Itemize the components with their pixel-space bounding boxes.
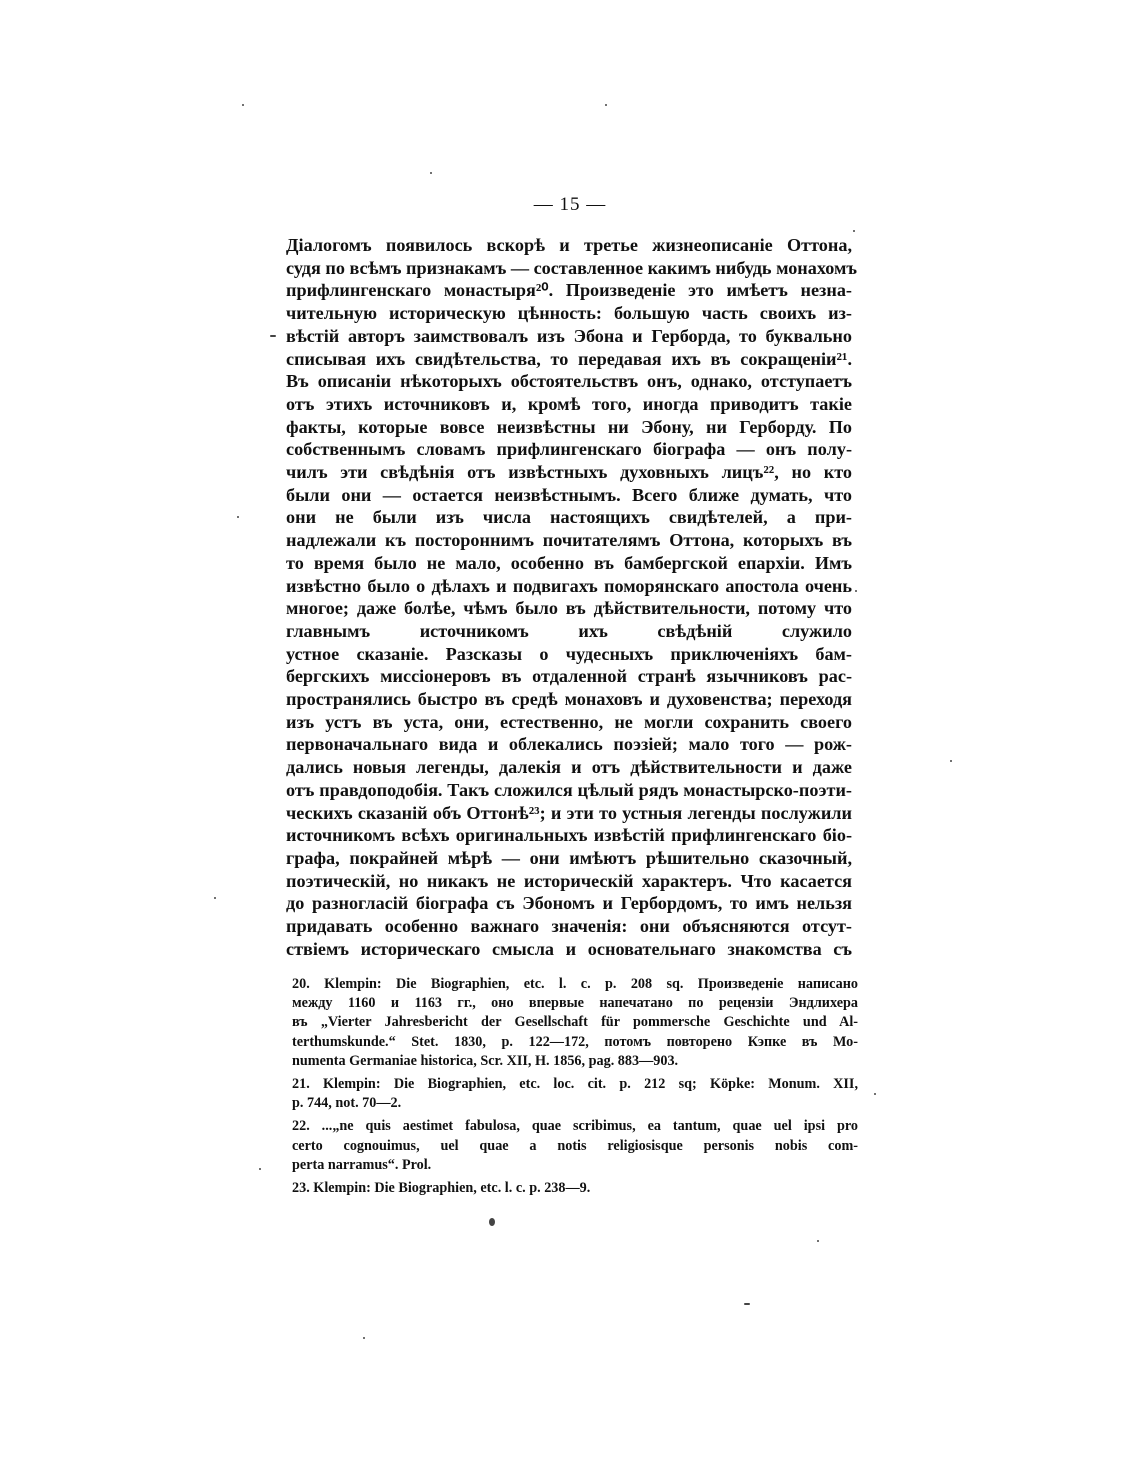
footnote-line: между 1160 и 1163 гг., оно впервые напечатано по рецензіи Эндлихера	[292, 995, 858, 1012]
scan-speck	[817, 1240, 819, 1242]
page-number: — 15 —	[533, 194, 607, 215]
text-line: главнымъ источникомъ ихъ свѣдѣній служило	[286, 620, 852, 641]
text-line: Въ описаніи нѣкоторыхъ обстоятельствъ онъ, однако, отступаетъ	[286, 371, 852, 392]
footnotes	[292, 975, 858, 1202]
scan-speck	[270, 335, 276, 337]
scan-speck	[950, 760, 952, 762]
text-line: до разногласій біографа съ Эбономъ и Гербордомъ, то имъ нельзя	[286, 893, 852, 914]
scan-speck	[489, 1218, 495, 1226]
footnote-line: p. 744, not. 70—2.	[292, 1095, 402, 1112]
scan-speck	[259, 1168, 261, 1170]
footnote-line: въ „Vierter Jahresbericht der Gesellschaft für pommersche Geschichte und Al-	[292, 1014, 858, 1031]
text-line: они не были изъ числа настоящихъ свидѣтелей, а при-	[286, 507, 852, 528]
text-line: списывая ихъ свидѣтельства, то передавая ихъ въ сокращеніи²¹.	[286, 348, 852, 369]
footnote-22	[292, 1117, 858, 1175]
scan-speck	[855, 590, 857, 592]
text-line: надлежали къ постороннимъ почитателямъ Оттона, которыхъ въ	[286, 530, 852, 551]
text-line: придавать особенно важнаго значенія: они объясняются отсут-	[286, 916, 852, 937]
text-line: изъ устъ въ уста, они, естественно, не могли сохранить своего	[286, 711, 852, 732]
text-line: Діалогомъ появилось вскорѣ и третье жизнеописаніе Оттона,	[286, 235, 852, 255]
scan-speck	[874, 1093, 876, 1095]
text-line: прифлингенскаго монастыря²⁰. Произведеніе это имѣетъ незна-	[286, 280, 852, 301]
text-line: источникомъ всѣхъ оригинальныхъ извѣстій прифлингенскаго біо-	[286, 825, 852, 846]
text-line: первоначальнаго вида и облекались поэзіей; мало того — рож-	[286, 734, 852, 755]
scan-speck	[363, 1337, 365, 1339]
text-line: ческихъ сказаній объ Оттонѣ²³; и эти то устныя легенды послужили	[286, 802, 852, 823]
text-line: пространялись быстро въ средѣ монаховъ и духовенства; переходя	[286, 689, 852, 710]
scan-speck	[853, 230, 855, 232]
text-line: то время было не мало, особенно въ бамбергской епархіи. Имъ	[286, 552, 852, 573]
footnote-line: 22. ...„ne quis aestimet fabulosa, quae scribimus, ea tantum, quae uel ipsi pro	[292, 1118, 858, 1135]
scan-speck	[214, 897, 216, 899]
text-line: чительную историческую цѣнность: большую часть своихъ из-	[286, 303, 852, 324]
text-line: отъ этихъ источниковъ и, кромѣ того, иногда приводитъ такіе	[286, 393, 852, 414]
footnote-line: certo cognouimus, uel quae a notis religiosisque personis nobis com-	[292, 1137, 858, 1154]
text-line: графа, покрайней мѣрѣ — они имѣютъ рѣшительно сказочный,	[286, 847, 852, 868]
text-line: бергскихъ миссіонеровъ въ отдаленной странѣ язычниковъ рас-	[286, 666, 852, 687]
footnote-line: numenta Germaniae historica, Scr. XII, H. 1856, pag. 883—903.	[292, 1052, 679, 1069]
footnote-21	[292, 1075, 858, 1113]
text-line: судя по всѣмъ признакамъ — составленное какимъ нибудь монахомъ	[286, 257, 858, 278]
text-line: были они — остается неизвѣстнымъ. Всего ближе думать, что	[286, 484, 852, 505]
text-line: многое; даже болѣе, чѣмъ было въ дѣйствительности, потому что	[286, 598, 852, 619]
text-line: отъ правдоподобія. Такъ сложился цѣлый рядъ монастырско-поэти-	[286, 779, 852, 800]
text-line: извѣстно было о дѣлахъ и подвигахъ поморянскаго апостола очень	[286, 575, 852, 596]
text-line: ствіемъ историческаго смысла и основательнаго знакомства съ	[286, 938, 852, 959]
main-text	[286, 234, 858, 961]
scan-speck	[237, 516, 239, 518]
footnote-23	[292, 1179, 858, 1198]
text-line: вѣстій авторъ заимствовалъ изъ Эбона и Герборда, то буквально	[286, 325, 852, 346]
text-line: собственнымъ словамъ прифлингенскаго біографа — онъ полу-	[286, 439, 852, 460]
scan-speck	[744, 1303, 750, 1305]
footnote-line: 21. Klempin: Die Biographien, etc. loc. cit. p. 212 sq; Köpke: Monum. XII,	[292, 1076, 858, 1093]
footnote-line: 23. Klempin: Die Biographien, etc. l. c. p. 238—9.	[292, 1180, 591, 1197]
footnote-line: perta narramus“. Prol.	[292, 1156, 432, 1173]
text-line: дались новыя легенды, далекія и отъ дѣйствительности и даже	[286, 757, 852, 778]
scan-speck	[242, 104, 244, 106]
text-line: поэтическій, но никакъ не историческій характеръ. Что касается	[286, 870, 852, 891]
footnote-20	[292, 975, 858, 1071]
text-line: факты, которые вовсе неизвѣстны ни Эбону, ни Герборду. По	[286, 416, 852, 437]
text-line: устное сказаніе. Разсказы о чудесныхъ приключеніяхъ бам-	[286, 643, 852, 664]
footnote-line: terthumskunde.“ Stet. 1830, p. 122—172, потомъ повторено Кэпке въ Мо-	[292, 1033, 858, 1050]
footnote-line: 20. Klempin: Die Biographien, etc. l. c. p. 208 sq. Произведеніе написано	[292, 976, 858, 992]
scan-speck	[430, 172, 432, 174]
text-line: чилъ эти свѣдѣнія отъ извѣстныхъ духовныхъ лицъ²², но кто	[286, 462, 852, 483]
scan-speck	[605, 104, 607, 106]
